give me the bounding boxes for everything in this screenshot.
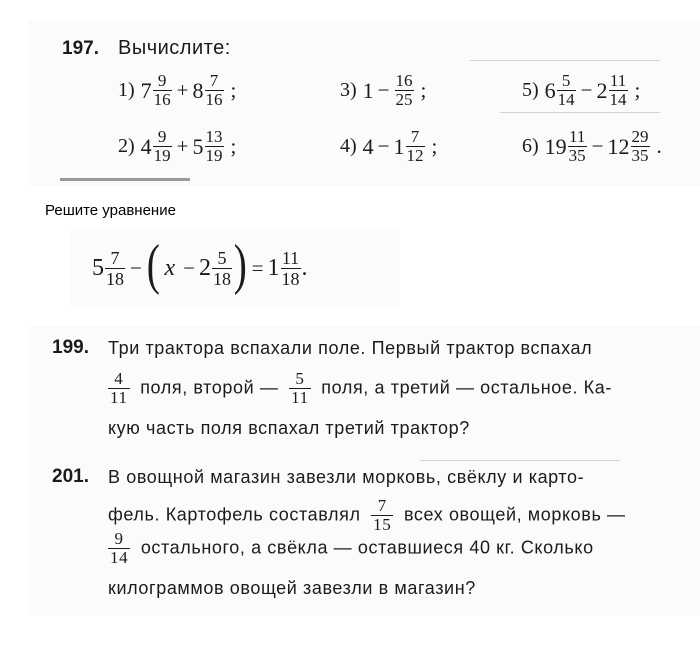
item-number: 6) — [522, 135, 539, 157]
operator: − — [591, 134, 604, 158]
fraction — [406, 128, 425, 165]
denominator: 19 — [205, 146, 223, 165]
operator: − — [183, 255, 195, 280]
operator: + — [176, 78, 189, 102]
numerator: 11 — [281, 247, 300, 268]
fraction — [108, 370, 130, 407]
item-number: 5) — [522, 79, 539, 101]
task-199-line-2 — [108, 370, 612, 407]
whole-part: 6 — [544, 77, 556, 103]
fraction — [289, 370, 311, 407]
whole-part: 1 — [362, 77, 374, 103]
whole-part: 19 — [544, 133, 567, 159]
operator: − — [130, 255, 142, 280]
whole-part: 5 — [192, 133, 204, 159]
denominator: 11 — [110, 388, 128, 407]
fraction — [631, 128, 650, 165]
expression-3 — [340, 72, 426, 109]
task-201-line-3 — [108, 530, 594, 567]
separator: ; — [634, 78, 641, 102]
left-paren: ( — [146, 234, 160, 296]
numerator: 5 — [295, 369, 305, 388]
text-segment: поля, а третий — остальное. Ка- — [321, 377, 612, 398]
expression-4 — [340, 128, 437, 165]
expression-1 — [118, 72, 236, 109]
equation-heading: Решите уравнение — [45, 202, 176, 219]
numerator: 11 — [568, 127, 586, 146]
operator: − — [580, 78, 593, 102]
whole-part: 12 — [607, 133, 630, 159]
whole-part: 4 — [362, 133, 374, 159]
item-number: 3) — [340, 79, 357, 101]
item-number: 2) — [118, 135, 135, 157]
task-197-title: Вычислите: — [118, 37, 231, 59]
text-segment: всех овощей, морковь — — [403, 504, 626, 525]
variable: x — [164, 254, 176, 281]
task-201-number: 201. — [52, 466, 89, 487]
fraction — [108, 530, 130, 567]
expression-2 — [118, 128, 236, 165]
numerator: 9 — [157, 71, 167, 90]
denominator: 18 — [281, 268, 300, 289]
denominator: 25 — [395, 90, 413, 109]
denominator: 35 — [568, 146, 586, 165]
bleed-through-line — [420, 460, 620, 461]
numerator: 9 — [157, 127, 167, 146]
fraction — [371, 497, 393, 534]
numerator: 7 — [410, 127, 420, 146]
text-segment: остального, а свёкла — оставшиеся 40 кг. Сколько — [140, 537, 594, 558]
numerator: 29 — [631, 127, 649, 146]
denominator: 15 — [373, 515, 392, 534]
fraction — [153, 72, 172, 109]
fraction — [105, 248, 125, 289]
item-number: 4) — [340, 135, 357, 157]
numerator: 5 — [217, 247, 227, 268]
fraction — [395, 72, 414, 109]
task-199-line-1: Три трактора вспахали поле. Первый трактор вспахал — [108, 338, 593, 358]
task-199-number: 199. — [52, 337, 89, 358]
denominator: 14 — [609, 90, 627, 109]
numerator: 7 — [209, 71, 219, 90]
whole-part: 7 — [140, 77, 152, 103]
numerator: 5 — [561, 71, 571, 90]
denominator: 19 — [153, 146, 171, 165]
numerator: 7 — [110, 247, 120, 268]
separator: ; — [230, 78, 237, 102]
denominator: 14 — [110, 548, 129, 567]
fraction — [205, 128, 224, 165]
text-segment: фель. Картофель составлял — [108, 504, 361, 525]
denominator: 14 — [557, 90, 575, 109]
separator: ; — [230, 134, 237, 158]
whole-part: 2 — [199, 254, 211, 281]
fraction — [557, 72, 576, 109]
separator: ; — [431, 134, 438, 158]
whole-part: 8 — [192, 77, 204, 103]
task-197-number: 197. — [62, 38, 99, 59]
whole-part: 4 — [140, 133, 152, 159]
numerator: 7 — [377, 496, 387, 515]
operator: − — [377, 78, 390, 102]
operator: − — [377, 134, 390, 158]
item-number: 1) — [118, 79, 135, 101]
denominator: 16 — [205, 90, 223, 109]
numerator: 4 — [114, 369, 124, 388]
fraction — [212, 248, 232, 289]
denominator: 35 — [631, 146, 649, 165]
right-paren: ) — [233, 234, 247, 296]
numerator: 16 — [395, 71, 413, 90]
task-199-line-3: кую часть поля вспахал третий трактор? — [108, 418, 470, 438]
bleed-through-line — [500, 112, 660, 113]
whole-part: 2 — [596, 77, 608, 103]
denominator: 18 — [213, 268, 231, 289]
fraction — [153, 128, 172, 165]
period: . — [301, 254, 308, 281]
fraction — [205, 72, 224, 109]
whole-part: 1 — [393, 133, 405, 159]
separator: . — [656, 134, 662, 158]
expression-5 — [522, 72, 640, 109]
equation — [92, 234, 308, 296]
task-201-line-2 — [108, 497, 626, 534]
whole-part: 1 — [267, 254, 280, 281]
fraction — [281, 248, 301, 289]
denominator: 12 — [406, 146, 424, 165]
equals-sign: = — [251, 255, 264, 280]
denominator: 16 — [153, 90, 171, 109]
expression-6 — [522, 128, 662, 165]
numerator: 9 — [114, 529, 124, 548]
task-201-line-4: килограммов овощей завезли в магазин? — [108, 578, 476, 598]
separator: ; — [420, 78, 427, 102]
bleed-through-line — [470, 60, 660, 61]
fraction — [568, 128, 587, 165]
fraction — [609, 72, 628, 109]
task-201-line-1: В овощной магазин завезли морковь, свёклу и карто- — [108, 467, 585, 487]
whole-part: 5 — [92, 254, 104, 281]
numerator: 11 — [609, 71, 627, 90]
cut-edge-mark — [60, 178, 190, 181]
denominator: 11 — [291, 388, 309, 407]
numerator: 13 — [205, 127, 223, 146]
text-segment: поля, второй — — [140, 377, 279, 398]
denominator: 18 — [106, 268, 124, 289]
operator: + — [176, 134, 189, 158]
